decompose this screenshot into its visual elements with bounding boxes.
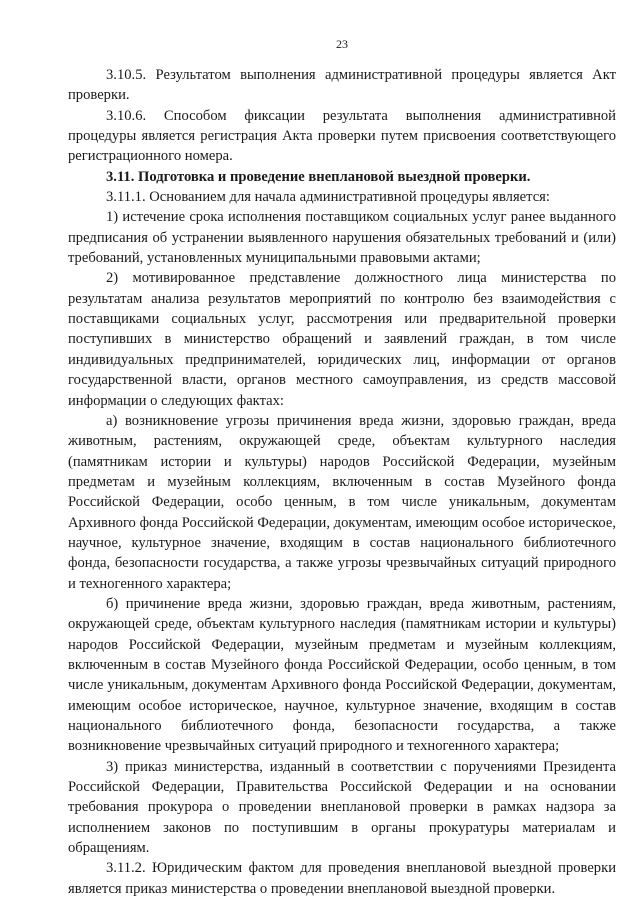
page-number: 23	[336, 37, 348, 51]
paragraph-3-11-2: 3.11.2. Юридическим фактом для проведения внеплановой выездной проверки является приказ министерства о проведении внеплановой выездной проверки.	[68, 860, 616, 897]
paragraph-3-10-6: 3.10.6. Способом фиксации результата выполнения административной процедуры является регистрация Акта проверки путем присвоения соответствующего регистрационного номера.	[68, 107, 616, 165]
document-page	[68, 0, 616, 905]
paragraph-3-11-1: 3.11.1. Основанием для начала административной процедуры является:	[106, 189, 550, 206]
list-item-1: 1) истечение срока исполнения поставщиком социальных услуг ранее выданного предписания об устранении выявленного нарушения обязательных требований и (или) требований, установленных муниципальными правовыми актами;	[68, 209, 616, 267]
list-item-2b: б) причинение вреда жизни, здоровью граждан, вреда животным, растениям, окружающей среде, объектам культурного наследия (памятникам истории и культуры) народов Российской Федерации, музейным предметам и музейным коллекциям, включенным в состав Музейного фонда Российской Федерации, особо ценным, в том числе уникальным, документам Архивного фонда Российской Федерации, документам, имеющим особое историческое, научное, культурное значение, входящим в состав национального библиотечного фонда, безопасности государства, а также возникновение чрезвычайных ситуаций природного и техногенного характера;	[68, 595, 616, 755]
list-item-3: 3) приказ министерства, изданный в соответствии с поручениями Президента Российской Федерации, Правительства Российской Федерации и на основании требования прокурора о проведении внеплановой проверки в рамках надзора за исполнением законов по поступившим в органы прокуратуры материалам и обращениям.	[68, 758, 616, 857]
list-item-2: 2) мотивированное представление должностного лица министерства по результатам анализа результатов мероприятий по контролю без взаимодействия с поставщиками социальных услуг, рассмотрения или предварительной проверки поступивших в министерство обращений и заявлений граждан, в том числе индивидуальных предпринимателей, юридических лиц, информации от органов государственной власти, органов местного самоуправления, из средств массовой информации о следующих фактах:	[68, 270, 616, 409]
document-body	[68, 65, 616, 899]
section-heading-3-11: 3.11. Подготовка и проведение внеплановой выездной проверки.	[106, 168, 531, 185]
list-item-2a: а) возникновение угрозы причинения вреда жизни, здоровью граждан, вреда животным, растениям, окружающей среде, объектам культурного наследия (памятникам истории и культуры) народов Российской Федерации, музейным предметам и музейным коллекциям, включенным в состав Музейного фонда Российской Федерации, особо ценным, в том числе уникальным, документам Архивного фонда Российской Федерации, документам, имеющим особое историческое, научное, культурное значение, входящим в состав национального библиотечного фонда, безопасности государства, а также угрозы чрезвычайных ситуаций природного и техногенного характера;	[68, 412, 616, 592]
paragraph-3-10-5: 3.10.5. Результатом выполнения административной процедуры является Акт проверки.	[68, 67, 616, 104]
